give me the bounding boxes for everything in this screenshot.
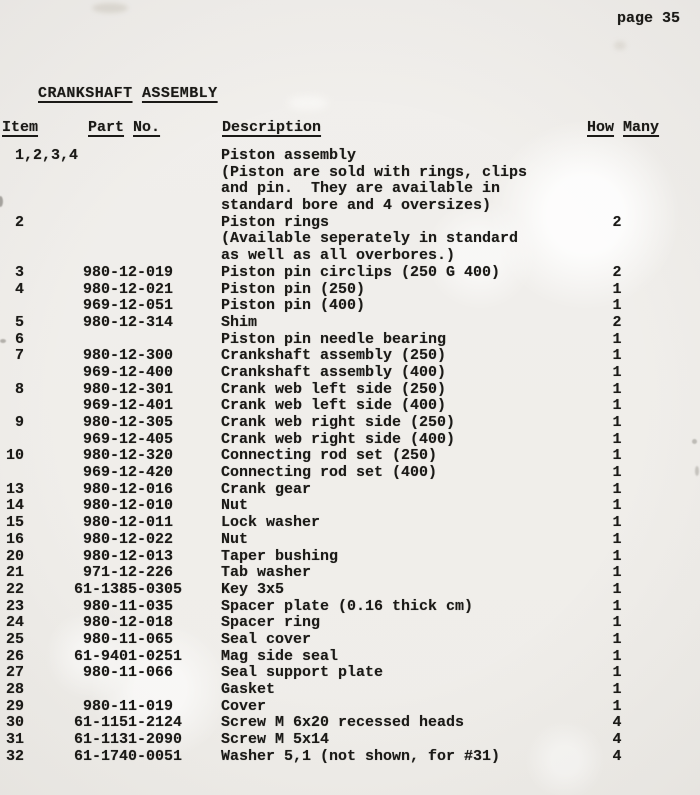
cell-item: 24 [6,614,25,632]
cell-item: 28 [6,681,25,698]
cell-item: 8 [6,380,25,398]
cell-how-many: 1 [612,297,622,315]
cell-how-many: 1 [612,464,622,482]
column-header-part-no: Part No. [88,119,161,136]
cell-how-many: 1 [612,380,622,398]
cell-part-no: 61-1151-2124 [73,714,183,732]
table-row [0,482,700,499]
cell-part-no: 971-12-226 [82,564,173,582]
cell-part-no: 980-12-011 [82,514,173,532]
scan-smudge [92,3,128,13]
cell-how-many: 1 [612,514,622,532]
cell-description: Connecting rod set (250) [221,447,438,465]
table-row [0,665,700,682]
cell-how-many: 4 [612,714,622,732]
cell-how-many: 1 [612,480,622,498]
cell-part-no: 980-12-021 [82,280,173,298]
cell-part-no: 980-12-019 [82,263,173,281]
table-row [0,582,700,599]
cell-how-many: 1 [612,614,622,632]
cell-description: Piston rings [221,213,330,231]
table-row [0,565,700,582]
cell-item: 23 [6,597,25,615]
table-row [0,749,700,766]
table-row [0,448,700,465]
table-row [0,348,700,365]
cell-item: 32 [6,747,25,765]
column-header-description: Description [222,119,322,136]
cell-description: (Available seperately in standard [221,230,519,248]
column-header-how-many: How Many [587,119,660,136]
table-row [0,549,700,566]
cell-item: 29 [6,697,25,715]
cell-how-many: 1 [612,447,622,465]
cell-item: 7 [6,347,25,365]
cell-item: 6 [6,330,25,348]
table-row [0,198,700,215]
cell-description: Screw M 5x14 [221,731,330,749]
cell-description: Crankshaft assembly (250) [221,347,447,365]
cell-item: 1,2,3,4 [6,147,79,164]
cell-description: Lock washer [221,514,321,532]
cell-description: Crank web right side (400) [221,430,456,448]
scan-speck [692,439,697,444]
cell-item: 20 [6,547,25,565]
table-row [0,398,700,415]
table-row [0,632,700,649]
cell-part-no: 980-11-019 [82,697,173,715]
cell-item: 25 [6,630,25,648]
cell-part-no: 980-11-066 [82,664,173,682]
cell-how-many: 1 [612,697,622,715]
cell-item: 31 [6,731,25,749]
table-row [0,498,700,515]
table-row [0,165,700,182]
cell-item: 3 [6,263,25,281]
cell-how-many: 1 [612,280,622,298]
cell-item: 22 [6,580,25,598]
cell-description: Crank web right side (250) [221,414,456,431]
cell-part-no: 980-12-301 [82,380,173,398]
cell-description: Taper bushing [221,547,339,565]
cell-description: Nut [221,497,249,515]
cell-how-many: 1 [612,347,622,365]
cell-part-no: 980-12-305 [82,414,173,431]
table-row [0,148,700,165]
scan-smudge [288,96,328,110]
cell-part-no: 980-12-010 [82,497,173,515]
cell-how-many: 2 [612,313,622,331]
cell-description: Key 3x5 [221,580,285,598]
cell-how-many: 1 [612,497,622,515]
cell-description: Crankshaft assembly (400) [221,363,447,381]
cell-description: Piston pin needle bearing [221,330,447,348]
table-row [0,231,700,248]
table-row [0,332,700,349]
cell-description: Connecting rod set (400) [221,464,438,482]
cell-description: Seal support plate [221,664,384,682]
cell-description: Screw M 6x20 recessed heads [221,714,465,732]
cell-part-no: 980-12-018 [82,614,173,632]
cell-description: Piston pin circlips (250 G 400) [221,263,501,281]
cell-item: 10 [6,447,25,465]
cell-description: Tab washer [221,564,312,582]
table-row [0,382,700,399]
table-row [0,215,700,232]
table-row [0,682,700,699]
cell-how-many: 1 [612,681,622,698]
table-row [0,732,700,749]
table-row [0,599,700,616]
cell-how-many: 1 [612,330,622,348]
cell-how-many: 1 [612,580,622,598]
cell-description: Mag side seal [221,647,339,665]
scan-speck [0,339,6,343]
cell-how-many: 1 [612,664,622,682]
cell-description: Piston pin (400) [221,297,366,315]
cell-part-no: 969-12-051 [82,297,173,315]
table-row [0,515,700,532]
table-row [0,615,700,632]
table-row [0,465,700,482]
cell-description: Seal cover [221,630,312,648]
cell-item: 26 [6,647,25,665]
cell-description: and pin. They are available in [221,180,501,198]
cell-part-no: 969-12-420 [82,464,173,482]
cell-item: 21 [6,564,25,582]
cell-part-no: 969-12-400 [82,363,173,381]
table-row [0,699,700,716]
cell-how-many: 1 [612,547,622,565]
table-row [0,265,700,282]
cell-how-many: 1 [612,597,622,615]
cell-how-many: 1 [612,564,622,582]
cell-how-many: 1 [612,414,622,431]
table-row [0,415,700,432]
cell-description: Piston pin (250) [221,280,366,298]
cell-how-many: 2 [612,263,622,281]
cell-item: 14 [6,497,25,515]
parts-table-body [0,148,700,765]
cell-description: Crank gear [221,480,312,498]
table-row [0,432,700,449]
cell-part-no: 980-12-300 [82,347,173,365]
cell-part-no: 980-12-320 [82,447,173,465]
cell-description: (Piston are sold with rings, clips [221,163,528,181]
cell-item: 27 [6,664,25,682]
cell-description: Spacer ring [221,614,321,632]
table-row [0,649,700,666]
cell-part-no: 61-9401-0251 [73,647,183,665]
cell-how-many: 4 [612,731,622,749]
scan-smudge [614,41,626,50]
cell-part-no: 61-1740-0051 [73,747,183,765]
table-row [0,715,700,732]
cell-part-no: 980-12-016 [82,480,173,498]
page-number: page 35 [617,10,681,27]
cell-item: 2 [6,213,25,231]
cell-part-no: 980-12-013 [82,547,173,565]
cell-part-no: 969-12-405 [82,430,173,448]
table-row [0,532,700,549]
cell-description: Piston assembly [221,147,357,164]
cell-part-no: 969-12-401 [82,397,173,415]
cell-description: Nut [221,530,249,548]
cell-item: 13 [6,480,25,498]
cell-description: standard bore and 4 oversizes) [221,197,492,215]
table-row [0,298,700,315]
cell-how-many: 4 [612,747,622,765]
cell-how-many: 1 [612,363,622,381]
cell-part-no: 980-12-314 [82,313,173,331]
cell-part-no: 980-11-035 [82,597,173,615]
cell-description: Shim [221,313,258,331]
cell-part-no: 980-12-022 [82,530,173,548]
table-row [0,365,700,382]
cell-how-many: 1 [612,397,622,415]
table-row [0,282,700,299]
page-title: CRANKSHAFT ASSEMBLY [38,85,218,102]
table-row [0,248,700,265]
cell-description: as well as all overbores.) [221,247,456,265]
cell-how-many: 2 [612,213,622,231]
cell-item: 30 [6,714,25,732]
cell-item: 15 [6,514,25,532]
cell-part-no: 61-1385-0305 [73,580,183,598]
table-header-row [0,119,700,137]
cell-item: 16 [6,530,25,548]
cell-how-many: 1 [612,647,622,665]
cell-part-no: 61-1131-2090 [73,731,183,749]
cell-how-many: 1 [612,630,622,648]
cell-item: 5 [6,313,25,331]
cell-description: Washer 5,1 (not shown, for #31) [221,747,501,765]
cell-part-no: 980-11-065 [82,630,173,648]
table-row [0,181,700,198]
column-header-item: Item [2,119,39,136]
table-row [0,315,700,332]
cell-how-many: 1 [612,530,622,548]
cell-description: Cover [221,697,267,715]
cell-description: Crank web left side (400) [221,397,447,415]
cell-description: Crank web left side (250) [221,380,447,398]
cell-description: Gasket [221,681,276,698]
scan-speck [695,466,699,476]
cell-description: Spacer plate (0.16 thick cm) [221,597,474,615]
cell-how-many: 1 [612,430,622,448]
cell-item: 4 [6,280,25,298]
cell-item: 9 [6,414,25,431]
